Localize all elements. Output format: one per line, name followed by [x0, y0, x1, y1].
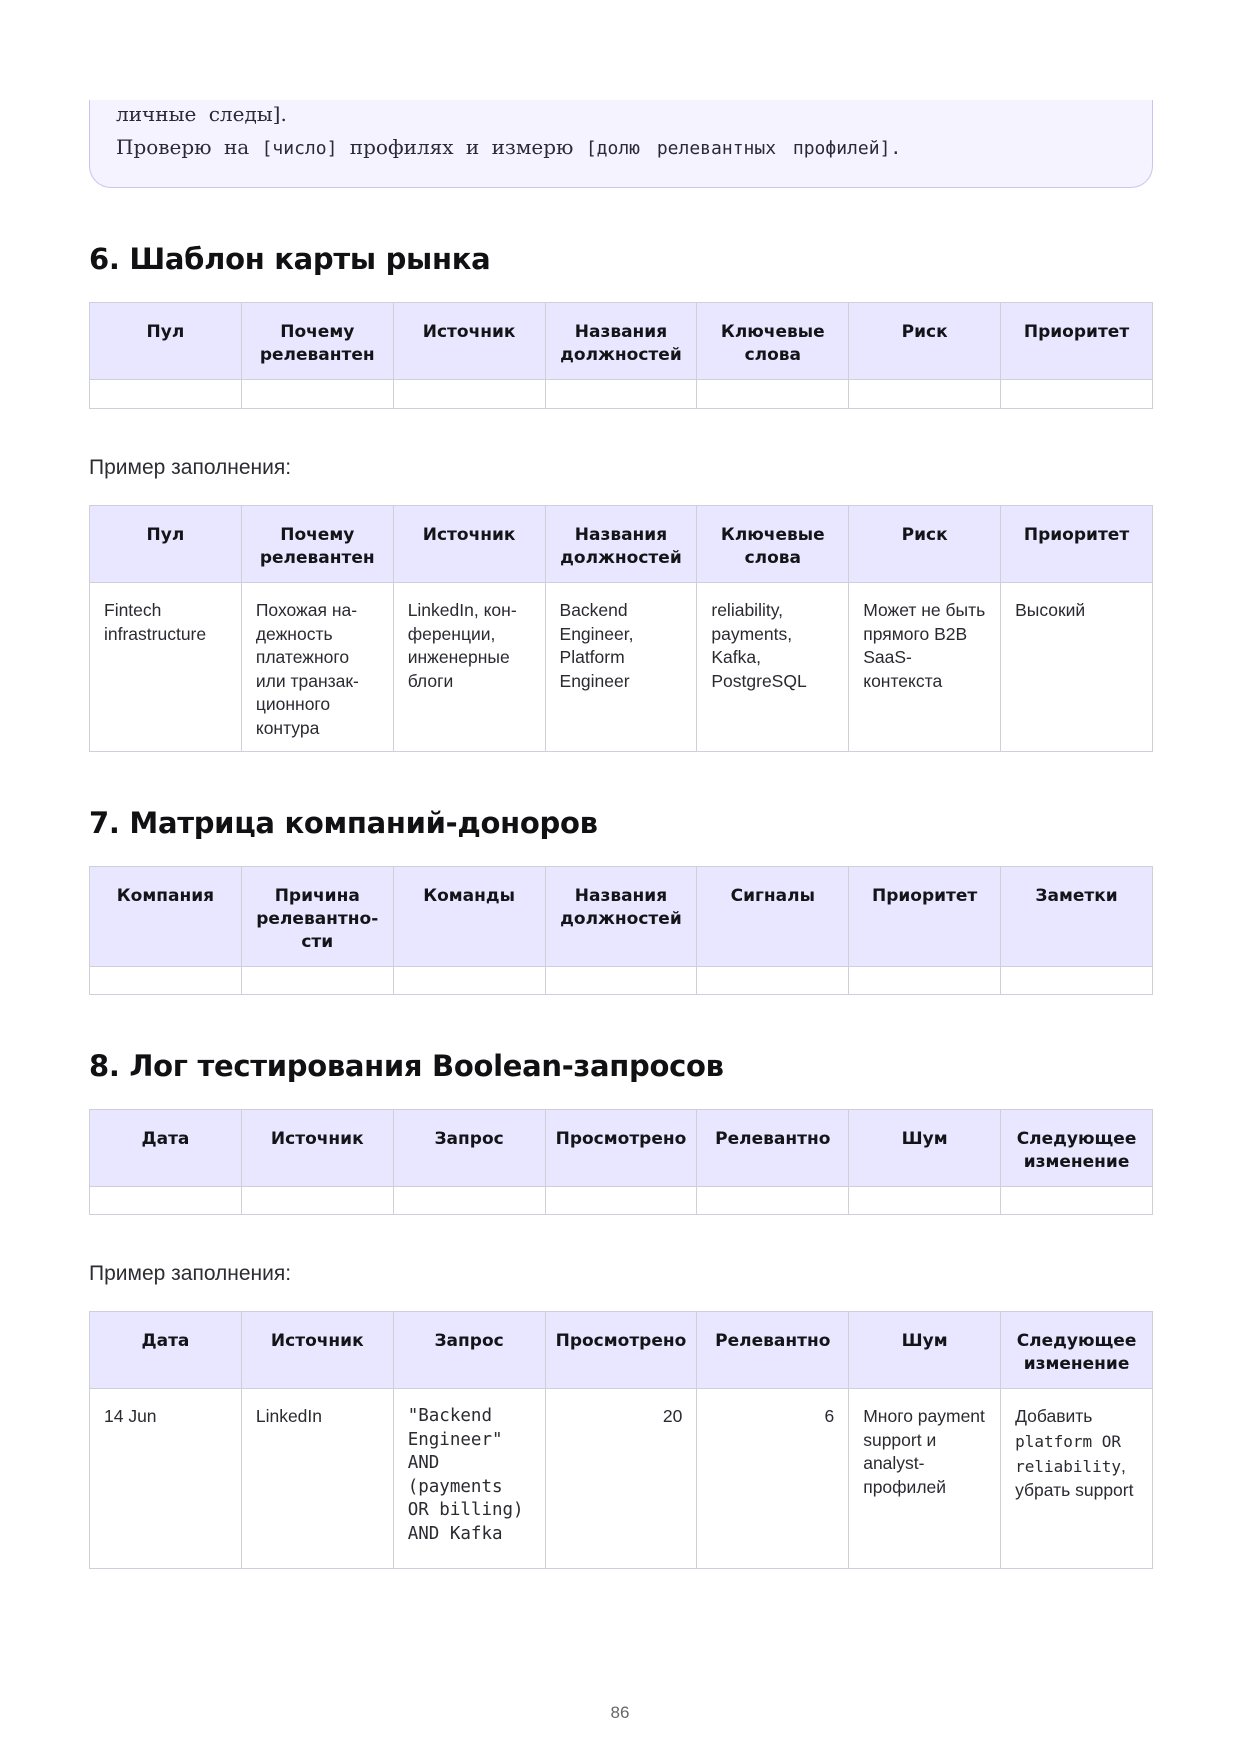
- col-header: Источник: [241, 1312, 393, 1389]
- donor-companies-matrix-table: [89, 866, 1153, 995]
- table-row: [90, 583, 1153, 752]
- section-8-title: 8. Лог тестирования Boolean-запросов: [89, 1049, 724, 1083]
- cell-why-relevant: Похожая надежность платежного или транзакционного контура: [241, 583, 393, 752]
- col-header: Пул: [90, 506, 242, 583]
- table-header-row: [90, 1110, 1153, 1187]
- boolean-query-log-example-table: [89, 1311, 1153, 1569]
- col-header: Источник: [393, 303, 545, 380]
- cell-priority: Высокий: [1001, 583, 1153, 752]
- section-7-title: 7. Матрица компаний-доноров: [89, 806, 598, 840]
- col-header: Дата: [90, 1312, 242, 1389]
- table-header-row: [90, 303, 1153, 380]
- cell-source: LinkedIn: [241, 1389, 393, 1569]
- col-header: Приоритет: [1001, 506, 1153, 583]
- col-header: Риск: [849, 303, 1001, 380]
- cell-source: LinkedIn, конференции, инженерные блоги: [393, 583, 545, 752]
- callout-line-1: личные следы].: [116, 102, 287, 126]
- market-map-template-table: [89, 302, 1153, 409]
- cell-next-change: Добавить platform OR reliability, убрать support: [1001, 1389, 1153, 1569]
- col-header: Следующее изменение: [1001, 1110, 1153, 1187]
- empty-table-row: [90, 380, 1153, 409]
- col-header: Запрос: [393, 1110, 545, 1187]
- col-header: Шум: [849, 1312, 1001, 1389]
- col-header: Релевантно: [697, 1312, 849, 1389]
- col-header: Почему релевантен: [241, 506, 393, 583]
- col-header: Источник: [241, 1110, 393, 1187]
- boolean-query-log-template-table: [89, 1109, 1153, 1215]
- cell-date: 14 Jun: [90, 1389, 242, 1569]
- col-header: Релевантно: [697, 1110, 849, 1187]
- table-header-row: [90, 867, 1153, 967]
- col-header: Просмотрено: [545, 1312, 697, 1389]
- empty-table-row: [90, 1187, 1153, 1215]
- col-header: Команды: [393, 867, 545, 967]
- col-header: Запрос: [393, 1312, 545, 1389]
- cell-job-titles: Backend Engineer, Platform Engineer: [545, 583, 697, 752]
- col-header: Ключевые слова: [697, 303, 849, 380]
- cell-risk: Может не быть прямого B2B SaaS-контекста: [849, 583, 1001, 752]
- cell-keywords: reliability, payments, Kafka, PostgreSQL: [697, 583, 849, 752]
- cell-query: "Backend Engineer" AND (payments OR billing) AND Kafka: [393, 1389, 545, 1569]
- table-header-row: [90, 1312, 1153, 1389]
- callout-var-number: [число]: [261, 138, 338, 159]
- col-header: Риск: [849, 506, 1001, 583]
- col-header: Причина релевантности: [241, 867, 393, 967]
- col-header: Дата: [90, 1110, 242, 1187]
- prompt-template-callout: [89, 100, 1153, 188]
- example-caption: Пример заполнения:: [89, 1262, 292, 1285]
- market-map-example-table: [89, 505, 1153, 752]
- col-header: Ключевые слова: [697, 506, 849, 583]
- col-header: Почему релевантен: [241, 303, 393, 380]
- table-row: [90, 1389, 1153, 1569]
- col-header: Источник: [393, 506, 545, 583]
- empty-table-row: [90, 967, 1153, 995]
- cell-viewed: 20: [545, 1389, 697, 1569]
- col-header: Названия должностей: [545, 506, 697, 583]
- code-snippet: platform OR reliability: [1015, 1431, 1122, 1476]
- example-caption: Пример заполнения:: [89, 456, 292, 479]
- col-header: Приоритет: [849, 867, 1001, 967]
- col-header: Следующее изменение: [1001, 1312, 1153, 1389]
- col-header: Шум: [849, 1110, 1001, 1187]
- col-header: Пул: [90, 303, 242, 380]
- col-header: Компания: [90, 867, 242, 967]
- col-header: Названия должностей: [545, 867, 697, 967]
- col-header: Сигналы: [697, 867, 849, 967]
- cell-pool: Fintech infrastructure: [90, 583, 242, 752]
- col-header: Названия должностей: [545, 303, 697, 380]
- callout-var-share: [долю релевантных профилей]: [585, 138, 891, 159]
- col-header: Приоритет: [1001, 303, 1153, 380]
- callout-line-2: Проверю на [число] профилях и измерю [долю релевантных профилей].: [116, 135, 902, 159]
- cell-relevant: 6: [697, 1389, 849, 1569]
- col-header: Заметки: [1001, 867, 1153, 967]
- page-number: 86: [610, 1703, 630, 1722]
- table-header-row: [90, 506, 1153, 583]
- cell-noise: Много payment support и analyst-профилей: [849, 1389, 1001, 1569]
- section-6-title: 6. Шаблон карты рынка: [89, 242, 491, 276]
- col-header: Просмотрено: [545, 1110, 697, 1187]
